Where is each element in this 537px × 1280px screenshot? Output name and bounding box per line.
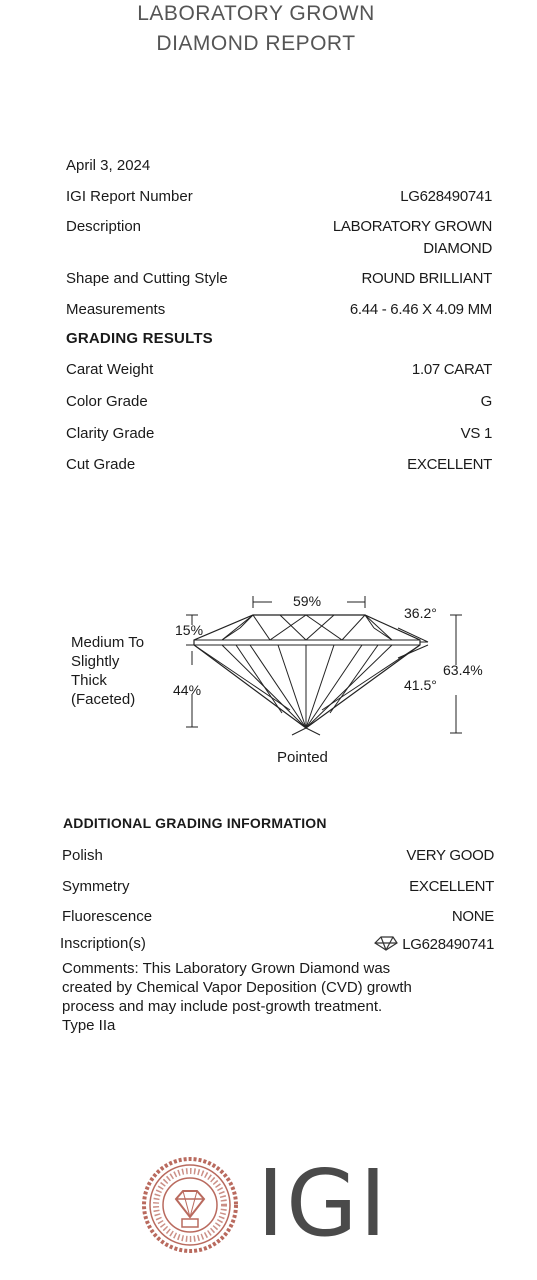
igi-seal-logo xyxy=(140,1155,240,1255)
symmetry-value: EXCELLENT xyxy=(409,878,494,895)
comments-block xyxy=(62,959,494,1035)
description-value-line2: DIAMOND xyxy=(423,240,492,257)
report-title-line1: LABORATORY GROWN xyxy=(137,2,375,25)
table-percent-label: 59% xyxy=(293,593,322,609)
total-depth-label: 63.4% xyxy=(443,662,483,678)
crown-angle-label: 36.2° xyxy=(404,605,437,621)
igi-logo-text: IGI xyxy=(257,1150,389,1257)
crown-height-label: 15% xyxy=(175,622,204,638)
report-title-line2: DIAMOND REPORT xyxy=(156,32,356,55)
girdle-label-line1: Medium To xyxy=(71,634,145,651)
report-number-label: IGI Report Number xyxy=(66,188,193,205)
igi-inscription-logo-icon xyxy=(373,935,399,951)
clarity-value: VS 1 xyxy=(460,425,492,442)
pavilion-depth-label: 44% xyxy=(173,682,202,698)
description-value: LABORATORY GROWN xyxy=(332,218,492,235)
fluorescence-value: NONE xyxy=(451,908,494,925)
report-number-value: LG628490741 xyxy=(400,188,492,205)
polish-value: VERY GOOD xyxy=(406,847,494,864)
carat-value: 1.07 CARAT xyxy=(411,361,492,378)
description-label: Description xyxy=(66,218,142,235)
comments-line1: Comments: This Laboratory Grown Diamond was xyxy=(62,960,391,977)
clarity-label: Clarity Grade xyxy=(66,425,155,442)
shape-label: Shape and Cutting Style xyxy=(66,270,228,287)
additional-info-heading: ADDITIONAL GRADING INFORMATION xyxy=(63,815,327,831)
fluorescence-label: Fluorescence xyxy=(62,908,153,925)
comments-line4: Type IIa xyxy=(62,1017,116,1034)
girdle-label-line4: (Faceted) xyxy=(71,691,136,708)
symmetry-label: Symmetry xyxy=(62,878,130,895)
inscription-value-wrap xyxy=(373,935,494,953)
polish-label: Polish xyxy=(62,847,103,864)
measurements-value: 6.44 - 6.46 X 4.09 MM xyxy=(349,301,492,318)
measurements-label: Measurements xyxy=(66,301,166,318)
grading-results-heading: GRADING RESULTS xyxy=(66,330,213,347)
carat-label: Carat Weight xyxy=(66,361,154,378)
pavilion-angle-label: 41.5° xyxy=(404,677,437,693)
cut-label: Cut Grade xyxy=(66,456,136,473)
girdle-label-line3: Thick xyxy=(71,672,107,689)
color-value: G xyxy=(480,393,492,410)
color-label: Color Grade xyxy=(66,393,148,410)
girdle-label-line2: Slightly xyxy=(71,653,120,670)
cut-value: EXCELLENT xyxy=(407,456,492,473)
inscription-label: Inscription(s) xyxy=(60,935,146,952)
shape-value: ROUND BRILLIANT xyxy=(361,270,492,287)
inscription-value: LG628490741 xyxy=(402,936,494,953)
culet-label: Pointed xyxy=(277,749,328,766)
report-date: April 3, 2024 xyxy=(66,157,151,174)
comments-line2: created by Chemical Vapor Deposition (CVD) growth xyxy=(62,979,412,996)
comments-line3: process and may include post-growth treatment. xyxy=(62,998,383,1015)
